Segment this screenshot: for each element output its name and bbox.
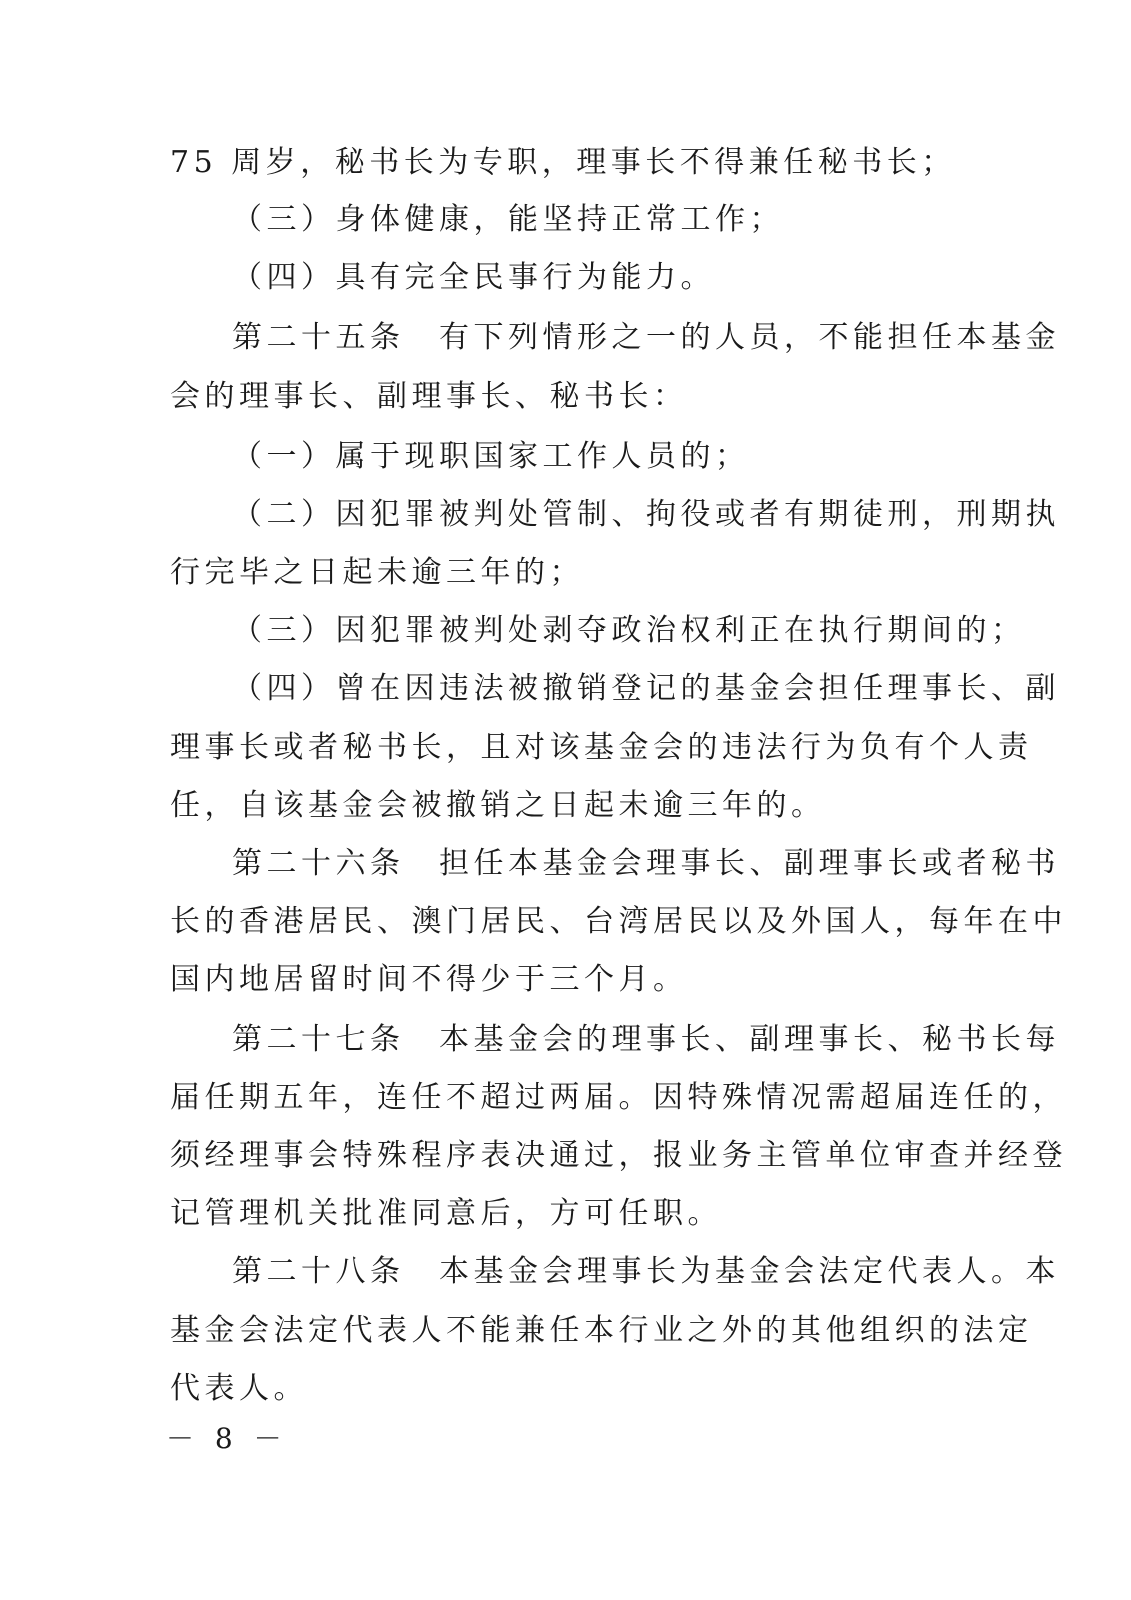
body-text-line: 代表人。: [170, 1371, 308, 1406]
body-text-line: （二）因犯罪被判处管制、拘役或者有期徒刑，刑期执: [232, 497, 1060, 532]
body-text-line: （三）因犯罪被判处剥夺政治权利正在执行期间的；: [232, 613, 1026, 648]
body-text-line: 须经理事会特殊程序表决通过，报业务主管单位审查并经登: [170, 1138, 1067, 1173]
body-text-line: 75 周岁，秘书长为专职，理事长不得兼任秘书长；: [170, 145, 956, 180]
body-text-line: 理事长或者秘书长，且对该基金会的违法行为负有个人责: [170, 730, 1033, 765]
body-text-line: 记管理机关批准同意后，方可任职。: [170, 1196, 722, 1231]
article-heading-line: 第二十八条 本基金会理事长为基金会法定代表人。本: [232, 1254, 1060, 1289]
body-text-line: （四）具有完全民事行为能力。: [232, 260, 715, 295]
body-text-line: 会的理事长、副理事长、秘书长：: [170, 379, 688, 414]
body-text-line: 行完毕之日起未逾三年的；: [170, 555, 584, 590]
body-text-line: （一）属于现职国家工作人员的；: [232, 439, 750, 474]
article-heading-line: 第二十五条 有下列情形之一的人员，不能担任本基金: [232, 320, 1060, 355]
body-text-line: （三）身体健康，能坚持正常工作；: [232, 202, 784, 237]
body-text-line: 基金会法定代表人不能兼任本行业之外的其他组织的法定: [170, 1313, 1033, 1348]
body-text-line: 任，自该基金会被撤销之日起未逾三年的。: [170, 788, 826, 823]
body-text-line: 国内地居留时间不得少于三个月。: [170, 962, 688, 997]
body-text-line: 届任期五年，连任不超过两届。因特殊情况需超届连任的，: [170, 1080, 1067, 1115]
body-text-line: 长的香港居民、澳门居民、台湾居民以及外国人，每年在中: [170, 904, 1067, 939]
article-heading-line: 第二十六条 担任本基金会理事长、副理事长或者秘书: [232, 846, 1060, 881]
body-text-line: （四）曾在因违法被撤销登记的基金会担任理事长、副: [232, 671, 1060, 706]
article-heading-line: 第二十七条 本基金会的理事长、副理事长、秘书长每: [232, 1022, 1060, 1057]
page-number: － 8 －: [166, 1422, 288, 1455]
